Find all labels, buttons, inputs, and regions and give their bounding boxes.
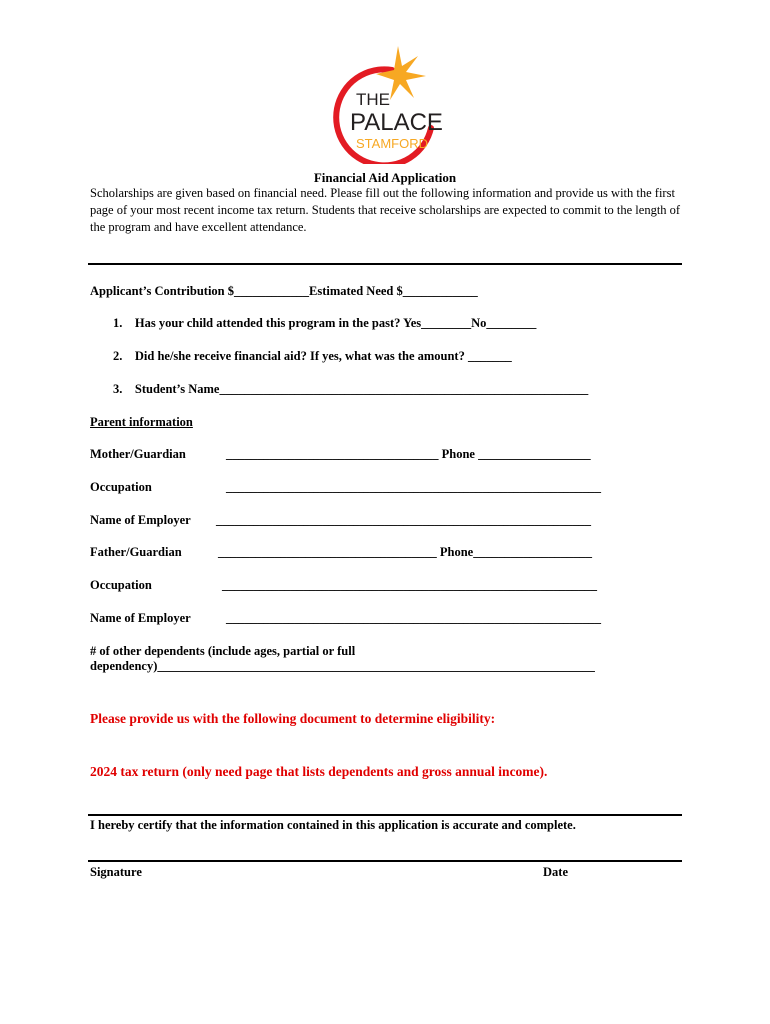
logo-text-the: THE xyxy=(356,90,390,109)
employer-label-1: Name of Employer xyxy=(90,513,191,527)
father-phone-field[interactable]: ___________________ xyxy=(473,545,592,559)
mother-name-field[interactable]: __________________________________ xyxy=(226,447,439,461)
dependents-field[interactable]: ______________________________________________________________________ xyxy=(157,659,595,673)
certify-statement: I hereby certify that the information contained in this application is accurate and complete. xyxy=(90,818,576,832)
occupation-label-1: Occupation xyxy=(90,480,152,494)
divider-certify xyxy=(88,814,682,816)
father-name-field[interactable]: ___________________________________ xyxy=(218,545,437,559)
question-number: 2. xyxy=(113,349,123,363)
question-2 xyxy=(113,349,512,364)
mother-phone-field[interactable]: __________________ xyxy=(478,447,591,461)
phone-label: Phone xyxy=(441,447,475,461)
contribution-row xyxy=(90,284,478,299)
estimated-need-field[interactable]: ____________ xyxy=(402,284,478,298)
no-label: No xyxy=(471,316,487,330)
mother-row xyxy=(226,447,591,462)
logo-text-stamford: STAMFORD xyxy=(356,136,428,151)
occupation-field-2[interactable]: ____________________________________________________________ xyxy=(222,578,597,592)
question-1 xyxy=(113,316,536,331)
contribution-field[interactable]: ____________ xyxy=(234,284,310,298)
mother-label: Mother/Guardian xyxy=(90,447,186,461)
employer-label-2: Name of Employer xyxy=(90,611,191,625)
page-title: Financial Aid Application xyxy=(313,170,457,185)
occupation-field-1[interactable]: ____________________________________________________________ xyxy=(226,480,601,494)
student-name-label: Student’s Name xyxy=(134,382,220,396)
tax-return-notice: 2024 tax return (only need page that lists dependents and gross annual income). xyxy=(90,764,548,779)
divider-signature xyxy=(88,860,682,862)
logo-text-palace: PALACE xyxy=(350,109,443,136)
dependents-label-line2: dependency) xyxy=(90,659,158,673)
dependents-label-line1: # of other dependents (include ages, partial or full xyxy=(90,644,356,658)
father-label: Father/Guardian xyxy=(90,545,182,559)
question-number: 3. xyxy=(113,382,123,396)
occupation-label-2: Occupation xyxy=(90,578,152,592)
logo-graphic xyxy=(330,44,450,164)
yes-field[interactable]: ________ xyxy=(421,316,472,330)
eligibility-notice: Please provide us with the following document to determine eligibility: xyxy=(90,711,496,726)
palace-stamford-logo xyxy=(330,44,450,164)
estimated-need-label: Estimated Need $ xyxy=(309,284,403,298)
student-name-field[interactable]: ___________________________________________________________ xyxy=(219,382,589,396)
date-label[interactable]: Date xyxy=(543,865,568,879)
father-row xyxy=(218,545,592,560)
signature-label[interactable]: Signature xyxy=(90,865,142,879)
question-number: 1. xyxy=(113,316,123,330)
divider-top xyxy=(88,263,682,265)
employer-field-2[interactable]: ____________________________________________________________ xyxy=(226,611,601,625)
question-2-text[interactable]: Did he/she receive financial aid? If yes, what was the amount? _______ xyxy=(134,349,512,363)
question-1-text: Has your child attended this program in the past? Yes xyxy=(134,316,422,330)
question-3 xyxy=(113,382,588,397)
employer-field-1[interactable]: ____________________________________________________________ xyxy=(216,513,591,527)
phone-label: Phone xyxy=(439,545,474,559)
intro-paragraph: Scholarships are given based on financial need. Please fill out the following information and provide us with the first page of your most recent income tax return. Students that receive scholarships are expected to commit to the length of the program and have excellent attendance. xyxy=(90,186,681,234)
no-field[interactable]: ________ xyxy=(486,316,537,330)
contribution-label: Applicant’s Contribution $ xyxy=(90,284,235,298)
dependents-row xyxy=(90,659,595,674)
parent-info-heading: Parent information xyxy=(90,415,193,429)
